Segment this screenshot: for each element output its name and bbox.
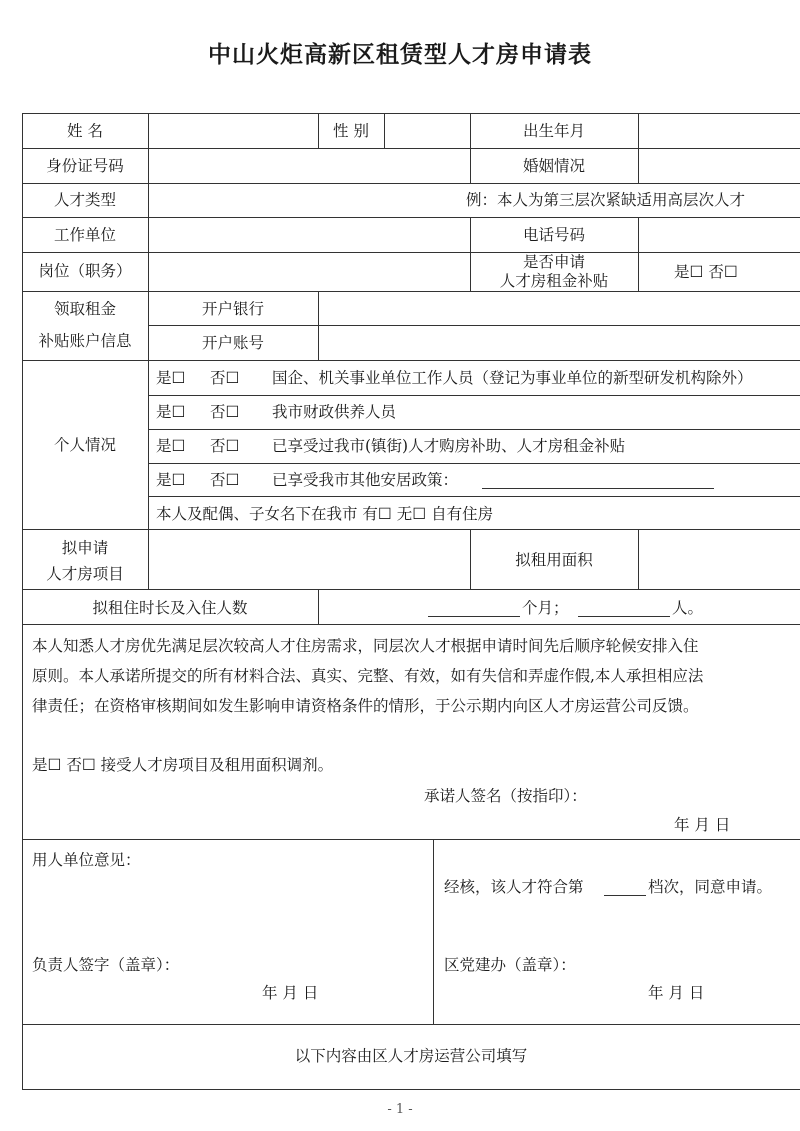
- people-blank[interactable]: [578, 616, 670, 617]
- level-blank[interactable]: [604, 895, 646, 896]
- table-line: [148, 496, 800, 497]
- commitment-date: 年 月 日: [674, 816, 731, 834]
- birth-field[interactable]: [639, 114, 799, 147]
- page-title: 中山火炬高新区租赁型人才房申请表: [208, 42, 592, 68]
- name-label: 姓 名: [67, 122, 103, 140]
- party-office-sign-label: 区党建办（盖章）：: [444, 956, 576, 974]
- bank-label: 开户银行: [201, 300, 264, 318]
- id-number-field[interactable]: [149, 149, 469, 182]
- talent-type-label: 人才类型: [53, 191, 116, 209]
- bank-field[interactable]: [319, 292, 799, 324]
- project-label-line1: 拟申请: [61, 539, 109, 557]
- table-line: [318, 589, 319, 624]
- personal-item-4-text: 已享受我市其他安居政策：: [272, 471, 459, 489]
- employer-sign-label: 负责人签字（盖章）：: [32, 956, 180, 974]
- table-line: [433, 839, 434, 1024]
- personal-item-4-yes[interactable]: 是☐: [156, 471, 186, 489]
- employer-date: 年 月 日: [262, 984, 319, 1002]
- personal-item-3-no[interactable]: 否☐: [210, 437, 240, 455]
- party-office-date: 年 月 日: [648, 984, 705, 1002]
- project-field[interactable]: [149, 530, 469, 588]
- account-number-label: 开户账号: [201, 334, 264, 352]
- table-line: [22, 1089, 800, 1090]
- table-line: [148, 395, 800, 396]
- personal-item-1-no[interactable]: 否☐: [210, 369, 240, 387]
- personal-item-1-text: 国企、机关事业单位工作人员（登记为事业单位的新型研发机构除外）: [272, 369, 753, 387]
- personal-item-4-no[interactable]: 否☐: [210, 471, 240, 489]
- area-field[interactable]: [639, 530, 799, 588]
- commitment-line-2: 原则。本人承诺所提交的所有材料合法、真实、完整、有效，如有失信和弄虚作假,本人承担相应法: [32, 667, 704, 685]
- table-line: [148, 463, 800, 464]
- employer-label: 工作单位: [53, 226, 116, 244]
- talent-type-example: 例：本人为第三层次紧缺适用高层次人才: [466, 191, 746, 209]
- position-label: 岗位（职务）: [38, 262, 132, 280]
- personal-item-2-no[interactable]: 否☐: [210, 403, 240, 421]
- employer-field[interactable]: [149, 218, 469, 251]
- subsidy-question-line2: 人才房租金补贴: [499, 272, 609, 290]
- commitment-line-1: 本人知悉人才房优先满足层次较高人才住房需求，同层次人才根据申请时间先后顺序轮候安排入住: [32, 637, 699, 655]
- other-policy-blank[interactable]: [482, 488, 714, 489]
- commitment-line-3: 律责任；在资格审核期间如发生影响申请资格条件的情形，于公示期内向区人才房运营公司反馈。: [32, 697, 699, 715]
- personal-situation-label: 个人情况: [53, 436, 116, 454]
- project-label-line2: 人才房项目: [46, 565, 124, 583]
- people-unit: 人。: [672, 599, 704, 617]
- months-blank[interactable]: [428, 616, 520, 617]
- personal-item-1-yes[interactable]: 是☐: [156, 369, 186, 387]
- operator-section-note: 以下内容由区人才房运营公司填写: [294, 1047, 528, 1065]
- table-line: [148, 429, 800, 430]
- personal-item-2-yes[interactable]: 是☐: [156, 403, 186, 421]
- table-line: [22, 624, 800, 625]
- subsidy-checkboxes[interactable]: 是☐ 否☐: [674, 263, 738, 281]
- signature-label: 承诺人签名（按指印）：: [424, 787, 587, 805]
- account-info-label-line1: 领取租金: [53, 300, 116, 318]
- adjustment-line[interactable]: 是☐ 否☐ 接受人才房项目及租用面积调剂。: [32, 756, 334, 774]
- personal-item-2-text: 我市财政供养人员: [272, 403, 397, 421]
- table-line: [22, 839, 800, 840]
- phone-label: 电话号码: [522, 226, 585, 244]
- marital-status-label: 婚姻情况: [522, 157, 585, 175]
- duration-label: 拟租住时长及入住人数: [92, 599, 248, 617]
- table-line: [22, 589, 800, 590]
- page-number: - 1 -: [387, 1102, 413, 1117]
- id-number-label: 身份证号码: [46, 157, 124, 175]
- review-suffix: 档次，同意申请。: [648, 878, 773, 896]
- phone-field[interactable]: [639, 218, 799, 251]
- employer-opinion-label: 用人单位意见：: [32, 851, 141, 869]
- marital-status-field[interactable]: [639, 149, 799, 182]
- housing-ownership-line[interactable]: 本人及配偶、子女名下在我市 有☐ 无☐ 自有住房: [156, 505, 494, 523]
- subsidy-question-line1: 是否申请: [522, 253, 585, 271]
- gender-label: 性 别: [333, 122, 369, 140]
- table-line: [22, 1024, 800, 1025]
- area-label: 拟租用面积: [515, 551, 593, 569]
- personal-item-3-text: 已享受过我市(镇街)人才购房补助、人才房租金补贴: [272, 437, 626, 455]
- personal-item-3-yes[interactable]: 是☐: [156, 437, 186, 455]
- table-line: [22, 183, 800, 184]
- account-number-field[interactable]: [319, 326, 799, 359]
- position-field[interactable]: [149, 253, 469, 290]
- gender-field[interactable]: [385, 114, 469, 147]
- table-line: [22, 360, 800, 361]
- review-prefix: 经核，该人才符合第: [444, 878, 584, 896]
- months-unit: 个月；: [522, 599, 569, 617]
- birth-label: 出生年月: [522, 122, 585, 140]
- name-field[interactable]: [149, 114, 317, 147]
- account-info-label-line2: 补贴账户信息: [38, 332, 132, 350]
